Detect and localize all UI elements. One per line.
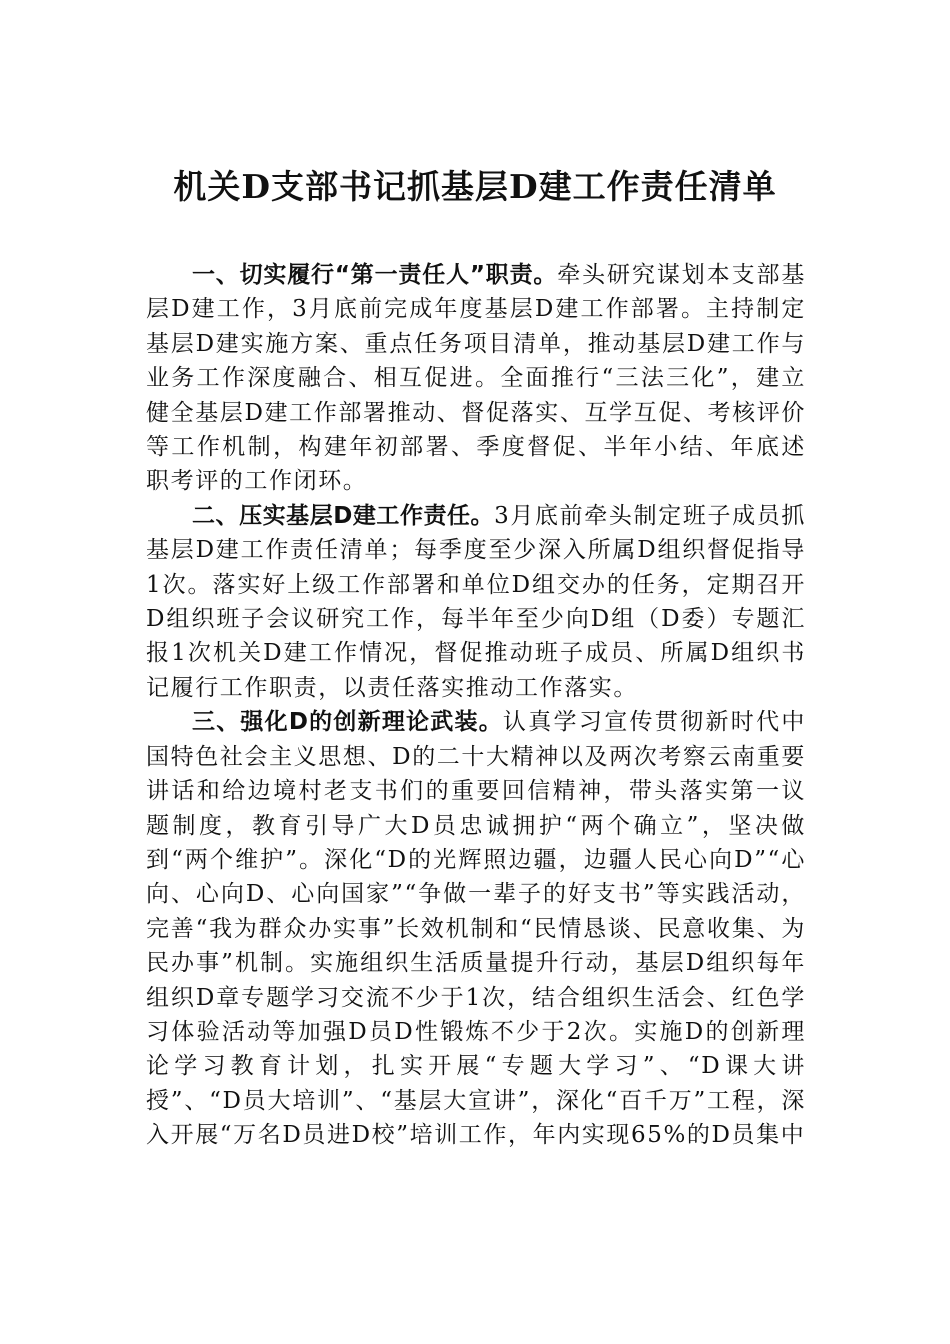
section-heading-2: 二、压实基层D建工作责任。	[192, 502, 495, 529]
section-text-3: 认真学习宣传贯彻新时代中国特色社会主义思想、D的二十大精神以及两次考察云南重要讲话和给边境村老支书们的重要回信精神，带头落实第一议题制度，教育引导广大D员忠诚拥护“两个确立”，坚决做到“两个维护”。深化“D的光辉照边疆，边疆人民心向D”“心向、心向D、心向国家”“争做一辈子的好支书”等实践活动，完善“我为群众办实事”长效机制和“民情恳谈、民意收集、为民办事”机制。实施组织生活质量提升行动，基层D组织每年组织D章专题学习交流不少于1次，结合组织生活会、红色学习体验活动等加强D员D性锻炼不少于2次。实施D的创新理论学习教育计划，扎实开展“专题大学习”、“D课大讲授”、“D员大培训”、“基层大宣讲”，深化“百千万”工程，深入开展“万名D员进D校”培训工作，年内实现65%的D员集中	[146, 709, 807, 1149]
section-heading-1: 一、切实履行“第一责任人”职责。	[192, 262, 558, 288]
section-paragraph-2	[146, 499, 806, 705]
document-title: 机关D支部书记抓基层D建工作责任清单	[173, 167, 777, 206]
section-text-2: 3月底前牵头制定班子成员抓基层D建工作责任清单；每季度至少深入所属D组织督促指导1次。落实好上级工作部署和单位D组交办的任务，定期召开D组织班子会议研究工作，每半年至少向D组（D委）专题汇报1次机关D建工作情况，督促推动班子成员、所属D组织书记履行工作职责，以责任落实推动工作落实。	[146, 502, 807, 701]
section-paragraph-3	[146, 705, 806, 1152]
section-text-1: 牵头研究谋划本支部基层D建工作，3月底前完成年度基层D建工作部署。主持制定基层D建实施方案、重点任务项目清单，推动基层D建工作与业务工作深度融合、相互促进。全面推行“三法三化”，建立健全基层D建工作部署推动、督促落实、互学互促、考核评价等工作机制，构建年初部署、季度督促、半年小结、年底述职考评的工作闭环。	[146, 262, 806, 495]
section-paragraph-1	[146, 258, 806, 499]
document-body	[146, 258, 806, 1153]
section-heading-3: 三、强化D的创新理论武装。	[192, 709, 503, 736]
